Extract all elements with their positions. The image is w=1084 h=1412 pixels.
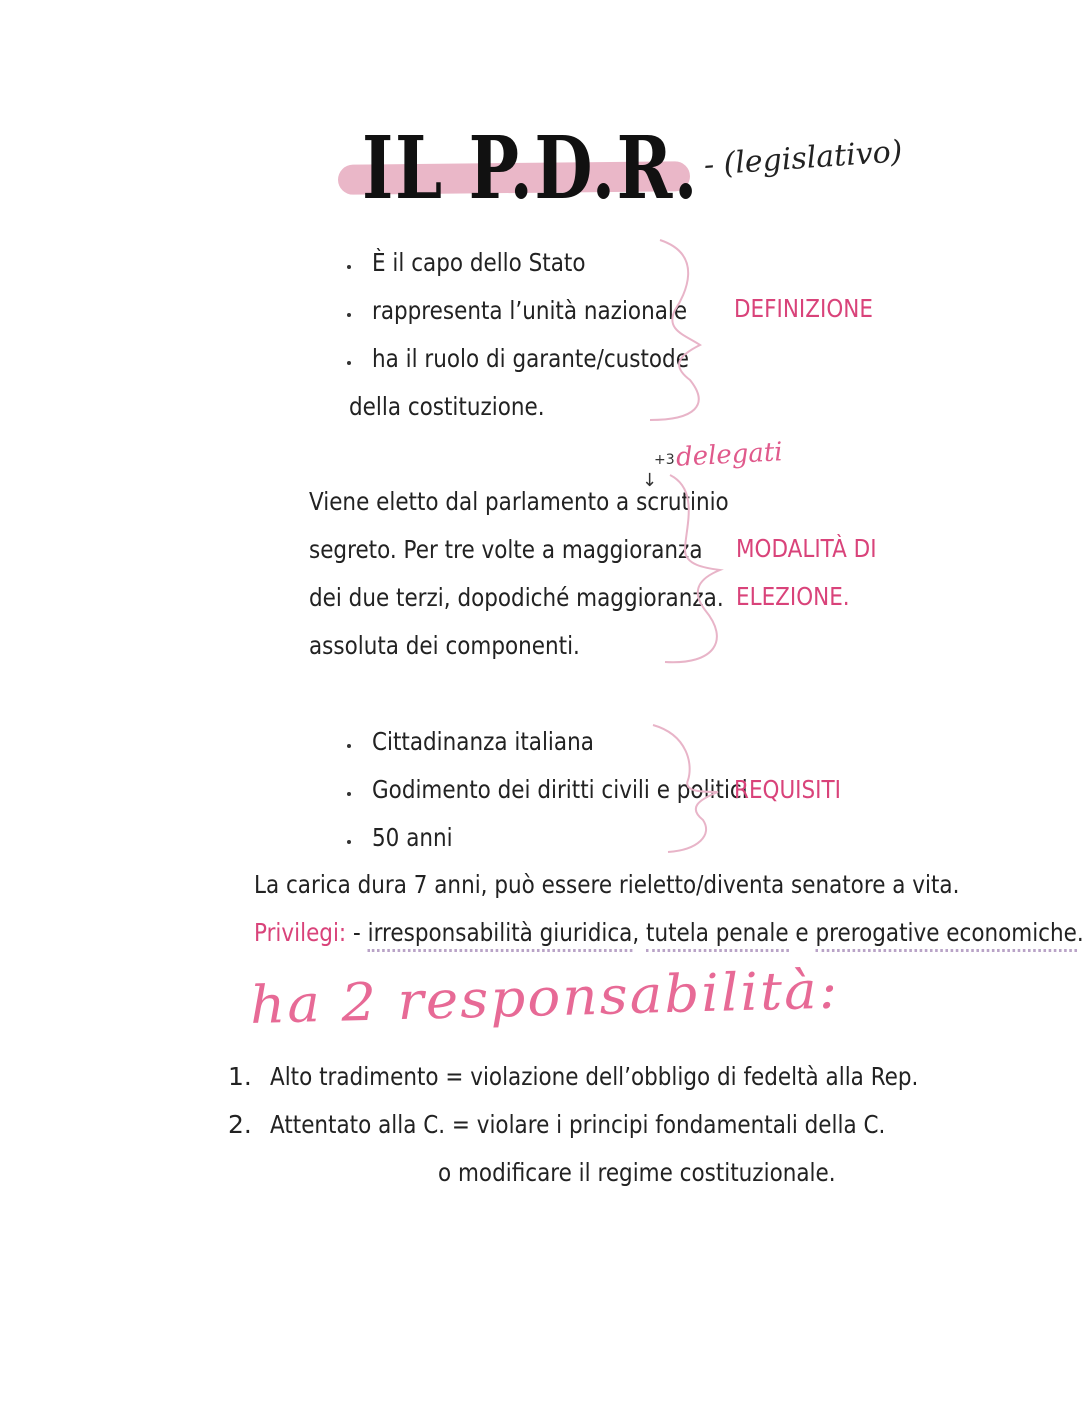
definition-item: ha il ruolo di garante/custode [372, 344, 689, 373]
bullet-dot [347, 265, 351, 269]
page-title: IL P.D.R. [362, 118, 699, 219]
definition-label: DEFINIZIONE [734, 294, 873, 323]
bullet-dot [347, 792, 351, 796]
requirement-item: 50 anni [372, 823, 453, 852]
privilege-end: . [1076, 918, 1084, 947]
bullet-dot [347, 744, 351, 748]
definition-item: rappresenta l’unità nazionale [372, 296, 688, 325]
election-label-line1: MODALITÀ DI [736, 534, 877, 563]
election-line: segreto. Per tre volte a maggioranza [309, 535, 703, 564]
list-number: 1. [228, 1062, 252, 1091]
requirement-item: Cittadinanza italiana [372, 727, 594, 756]
privilege-item: prerogative economiche [815, 918, 1076, 952]
annotation-prefix: +3 [654, 452, 675, 468]
responsibilities-heading: ha 2 responsabilità: [249, 960, 840, 1036]
privilege-item: irresponsabilità giuridica [368, 918, 633, 952]
privileges-line [254, 918, 1084, 947]
privileges-label: Privilegi: [254, 918, 347, 947]
privilege-item: tutela penale [646, 918, 789, 952]
list-number: 2. [228, 1110, 252, 1139]
election-brace [660, 470, 750, 670]
privileges-dash: - [353, 918, 361, 947]
privilege-separator: e [788, 918, 816, 947]
definition-brace [645, 235, 725, 435]
responsibility-item: Alto tradimento = violazione dell’obbligo di fedeltà alla Rep. [270, 1062, 919, 1091]
election-line: dei due terzi, dopodiché maggioranza. [309, 583, 724, 612]
requirement-item: Godimento dei diritti civili e politici [372, 775, 748, 804]
definition-item: È il capo dello Stato [372, 248, 586, 277]
bullet-dot [347, 313, 351, 317]
term-text: La carica dura 7 anni, può essere rieletto/diventa senatore a vita. [254, 870, 960, 899]
election-label-line2: ELEZIONE. [736, 582, 850, 611]
delegati-annotation: delegati [675, 437, 784, 473]
privilege-separator: , [632, 918, 647, 947]
arrow-down-icon: ↓ [642, 470, 658, 491]
responsibility-item: Attentato alla C. = violare i principi fondamentali della C. [270, 1110, 886, 1139]
requirements-brace [648, 720, 738, 860]
definition-continuation: della costituzione. [349, 392, 545, 421]
election-line: assoluta dei componenti. [309, 631, 580, 660]
bullet-dot [347, 361, 351, 365]
requirements-label: REQUISITI [734, 775, 841, 804]
responsibility-continuation: o modificare il regime costituzionale. [438, 1158, 836, 1187]
bullet-dot [347, 840, 351, 844]
page-subtitle: - (legislativo) [702, 134, 904, 183]
election-line: Viene eletto dal parlamento a scrutinio [309, 487, 729, 516]
